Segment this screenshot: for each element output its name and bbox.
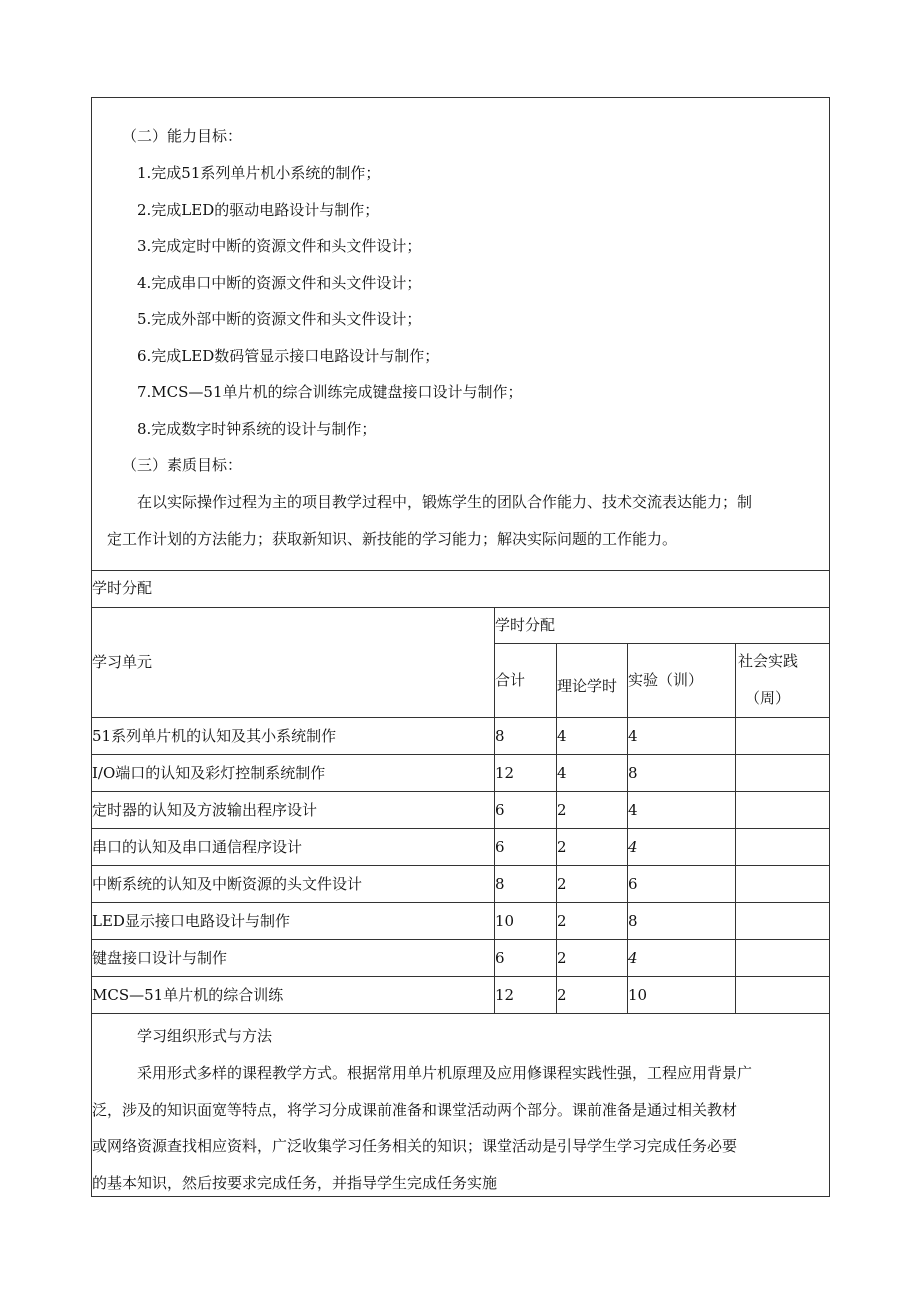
row-line: [91, 791, 830, 792]
quality-text: 定工作计划的方法能力；获取新知识、新技能的学习能力；解决实际问题的工作能力。: [107, 530, 678, 548]
hours-title: 学时分配: [92, 579, 153, 597]
table-cell-theory: 2: [557, 838, 567, 856]
section2-heading: （二）能力目标：: [122, 127, 243, 145]
table-cell-total: 12: [495, 986, 515, 1004]
table-cell-theory: 2: [557, 912, 567, 930]
row-line: [91, 865, 830, 866]
table-cell-theory: 2: [557, 801, 567, 819]
table-cell-unit: 串口的认知及串口通信程序设计: [92, 838, 303, 856]
table-cell-lab: 4: [628, 949, 638, 967]
table-cell-theory: 2: [557, 949, 567, 967]
row-line: [91, 1013, 830, 1014]
table-cell-total: 8: [495, 875, 505, 893]
table-cell-unit: LED显示接口电路设计与制作: [92, 912, 290, 930]
table-cell-unit: 定时器的认知及方波输出程序设计: [92, 801, 318, 819]
row-line: [91, 570, 830, 571]
col-theory-header: 理论学时: [557, 677, 618, 695]
table-cell-unit: MCS—51单片机的综合训练: [92, 986, 284, 1004]
method-heading: 学习组织形式与方法: [137, 1027, 273, 1045]
border-right: [829, 97, 830, 1197]
col-total-header: 合计: [495, 671, 526, 689]
table-cell-total: 6: [495, 949, 505, 967]
border-bottom: [91, 1196, 830, 1197]
table-cell-total: 10: [495, 912, 515, 930]
quality-text: 在以实际操作过程为主的项目教学过程中，锻炼学生的团队合作能力、技术交流表达能力；制: [137, 493, 753, 511]
section3-heading: （三）素质目标：: [122, 456, 243, 474]
method-text: 的基本知识，然后按要求完成任务，并指导学生完成任务实施: [92, 1174, 498, 1192]
border-top: [91, 97, 830, 98]
ability-item: 6.完成LED数码管显示接口电路设计与制作；: [137, 347, 440, 365]
table-cell-lab: 6: [628, 875, 638, 893]
table-cell-lab: 8: [628, 764, 638, 782]
table-cell-unit: 键盘接口设计与制作: [92, 949, 228, 967]
method-text: 泛，涉及的知识面宽等特点，将学习分成课前准备和课堂活动两个部分。课前准备是通过相关教材: [92, 1101, 738, 1119]
ability-item: 3.完成定时中断的资源文件和头文件设计；: [137, 237, 422, 255]
unit-header: 学习单元: [92, 653, 153, 671]
table-cell-theory: 2: [557, 875, 567, 893]
table-cell-lab: 10: [628, 986, 648, 1004]
table-cell-lab: 8: [628, 912, 638, 930]
table-cell-unit: 51系列单片机的认知及其小系统制作: [92, 727, 337, 745]
ability-item: 7.MCS—51单片机的综合训练完成键盘接口设计与制作；: [137, 383, 523, 401]
table-cell-total: 8: [495, 727, 505, 745]
row-line: [91, 902, 830, 903]
row-line: [91, 754, 830, 755]
table-cell-lab: 4: [628, 727, 638, 745]
ability-item: 4.完成串口中断的资源文件和头文件设计；: [137, 274, 422, 292]
group-header: 学时分配: [495, 616, 556, 634]
border-left: [91, 97, 92, 1197]
row-line: [91, 828, 830, 829]
table-cell-theory: 4: [557, 727, 567, 745]
method-text: 采用形式多样的课程教学方式。根据常用单片机原理及应用修课程实践性强，工程应用背景广: [137, 1064, 753, 1082]
table-cell-unit: I/O端口的认知及彩灯控制系统制作: [92, 764, 326, 782]
row-line: [91, 939, 830, 940]
row-line: [91, 976, 830, 977]
col-line: [735, 643, 736, 1013]
table-cell-theory: 4: [557, 764, 567, 782]
row-line: [91, 607, 830, 608]
table-cell-total: 6: [495, 801, 505, 819]
ability-item: 8.完成数字时钟系统的设计与制作；: [137, 420, 377, 438]
table-cell-total: 12: [495, 764, 515, 782]
table-cell-theory: 2: [557, 986, 567, 1004]
ability-item: 1.完成51系列单片机小系统的制作；: [137, 164, 381, 182]
table-cell-lab: 4: [628, 838, 638, 856]
table-cell-total: 6: [495, 838, 505, 856]
col-social-header: 社会实践: [738, 652, 799, 670]
row-line: [494, 643, 830, 644]
method-text: 或网络资源查找相应资料，广泛收集学习任务相关的知识；课堂活动是引导学生学习完成任务必要: [92, 1137, 738, 1155]
row-line: [91, 717, 830, 718]
col-social-header-unit: （周）: [745, 689, 791, 707]
ability-item: 5.完成外部中断的资源文件和头文件设计；: [137, 310, 422, 328]
table-cell-unit: 中断系统的认知及中断资源的头文件设计: [92, 875, 363, 893]
ability-item: 2.完成LED的驱动电路设计与制作；: [137, 201, 380, 219]
col-lab-header: 实验（训）: [628, 671, 704, 689]
table-cell-lab: 4: [628, 801, 638, 819]
